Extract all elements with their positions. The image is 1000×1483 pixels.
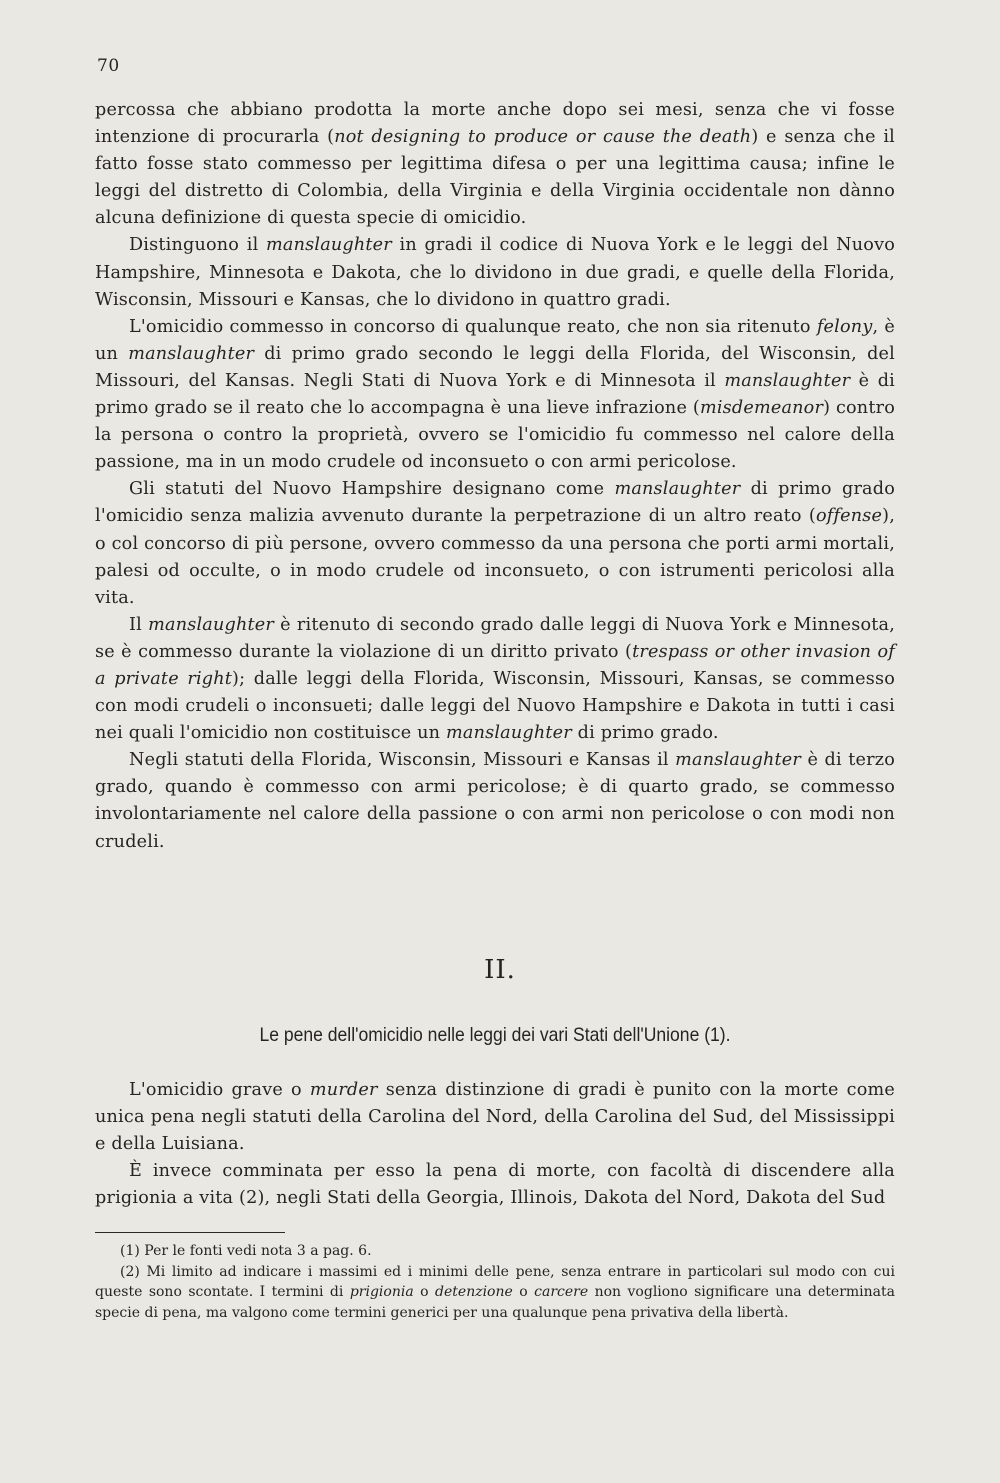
- italic-run: detenzione: [435, 1284, 513, 1300]
- text-run: È invece comminata per esso la pena di morte, con facoltà di discendere alla prigionia a vita (2), negli Stati della Georgia, Illinois, Dakota del Nord, Dakota del Sud: [95, 1161, 895, 1209]
- paragraph: [95, 1158, 895, 1212]
- text-run: ) contro la persona o contro la proprietà, ovvero se l'omicidio fu commesso nel calore della passione, ma in un modo crudele od inconsueto o con armi pericolose.: [95, 398, 895, 473]
- italic-run: manslaughter: [446, 723, 572, 744]
- text-run: L'omicidio commesso in concorso di qualunque reato, che non sia ritenuto: [129, 316, 817, 337]
- text-run: è ritenuto di secondo grado dalle leggi di Nuova York e Minnesota, se è commesso durante la violazione di un diritto privato (: [95, 614, 895, 662]
- text-run: senza distinzione di gradi è punito con la morte come unica pena negli statuti della Carolina del Nord, della Carolina del Sud, del Mississippi e della Luisiana.: [95, 1080, 895, 1155]
- text-run: percossa che abbiano prodotta la morte anche dopo sei mesi, senza che vi fosse intenzione di procurarla (: [95, 100, 895, 148]
- paragraph: [95, 747, 895, 855]
- italic-run: manslaughter: [724, 370, 851, 391]
- text-run: di primo grado l'omicidio senza malizia avvenuto durante la perpetrazione di un altro reato (: [95, 479, 895, 527]
- text-run: o: [512, 1284, 535, 1300]
- paragraph: [95, 232, 895, 313]
- italic-run: manslaughter: [675, 750, 802, 771]
- text-run: è di terzo grado, quando è commesso con armi pericolose; è di quarto grado, se commesso involontariamente nel calore della passione o con armi non pericolose o con modi non crudeli.: [95, 750, 895, 852]
- body-text-lower: [95, 1077, 895, 1212]
- text-run: ) e senza che il fatto fosse stato commesso per legittima difesa o per una legittima causa; infine le leggi del distretto di Colombia, della Virginia e della Virginia occidentale non dànno alcuna definizione di questa specie di omicidio.: [95, 127, 895, 229]
- italic-run: murder: [309, 1080, 378, 1100]
- italic-run: manslaughter: [614, 479, 741, 500]
- body-text-upper: [95, 97, 895, 856]
- paragraph: [95, 476, 895, 611]
- text-run: ), o col concorso di più persone, ovvero commesso da una persona che porti armi mortali, palesi od occulte, o in modo crudele od inconsueto, o con istrumenti pericolosi alla vita.: [95, 506, 895, 608]
- italic-run: offense: [815, 506, 883, 527]
- text-run: di primo grado.: [571, 723, 719, 744]
- paragraph: [95, 314, 895, 477]
- italic-run: misdemeanor: [699, 398, 824, 419]
- text-run: (1) Per le fonti vedi nota 3 a pag. 6.: [120, 1243, 372, 1259]
- footnote: [95, 1241, 895, 1262]
- text-run: L'omicidio grave o: [129, 1080, 310, 1100]
- footnote-rule: [95, 1232, 285, 1233]
- italic-run: trespass or other invasion of a private right: [95, 641, 895, 689]
- text-run: (2) Mi limito ad indicare i massimi ed i minimi delle pene, senza entrare in particolari sul modo con cui queste sono scontate. I termini di: [95, 1263, 895, 1300]
- text-run: Negli statuti della Florida, Wisconsin, Missouri e Kansas il: [129, 750, 676, 771]
- footnotes: [95, 1241, 895, 1323]
- italic-run: prigionia: [349, 1284, 414, 1300]
- text-run: Distinguono il: [129, 235, 267, 256]
- text-run: ); dalle leggi della Florida, Wisconsin, Missouri, Kansas, se commesso con modi crudeli o inconsueti; dalle leggi del Nuovo Hampshire e Dakota in tutti i casi nei quali l'omicidio non costituisce un: [95, 668, 895, 744]
- section-title: Le pene dell'omicidio nelle leggi dei vari Stati dell'Unione (1).: [259, 1024, 731, 1046]
- paragraph: [95, 612, 895, 747]
- italic-run: felony: [816, 316, 873, 337]
- text-run: non vogliono significare una determinata specie di pena, ma valgono come termini generici per una qualunque pena privativa della libertà.: [95, 1284, 895, 1321]
- text-run: o: [413, 1284, 436, 1300]
- section-number: II.: [484, 955, 516, 985]
- italic-run: manslaughter: [148, 614, 275, 635]
- text-run: Gli statuti del Nuovo Hampshire designano come: [129, 479, 615, 500]
- footnote: [95, 1262, 895, 1324]
- text-run: , è un: [95, 316, 895, 364]
- italic-run: carcere: [534, 1284, 589, 1300]
- paragraph: [95, 1077, 895, 1158]
- italic-run: manslaughter: [266, 235, 392, 256]
- text-run: Il: [129, 614, 149, 635]
- text-run: di primo grado secondo le leggi della Florida, del Wisconsin, del Missouri, del Kansas. Negli Stati di Nuova York e di Minnesota il: [95, 343, 895, 391]
- paragraph: [95, 97, 895, 232]
- page-number: 70: [97, 56, 120, 76]
- italic-run: manslaughter: [128, 343, 255, 364]
- text-run: è di primo grado se il reato che lo accompagna è una lieve infrazione (: [95, 370, 895, 419]
- italic-run: not designing to produce or cause the death: [334, 127, 752, 148]
- text-run: in gradi il codice di Nuova York e le leggi del Nuovo Hampshire, Minnesota e Dakota, che lo dividono in due gradi, e quelle della Florida, Wisconsin, Missouri e Kansas, che lo dividono in quattro gradi.: [95, 235, 895, 310]
